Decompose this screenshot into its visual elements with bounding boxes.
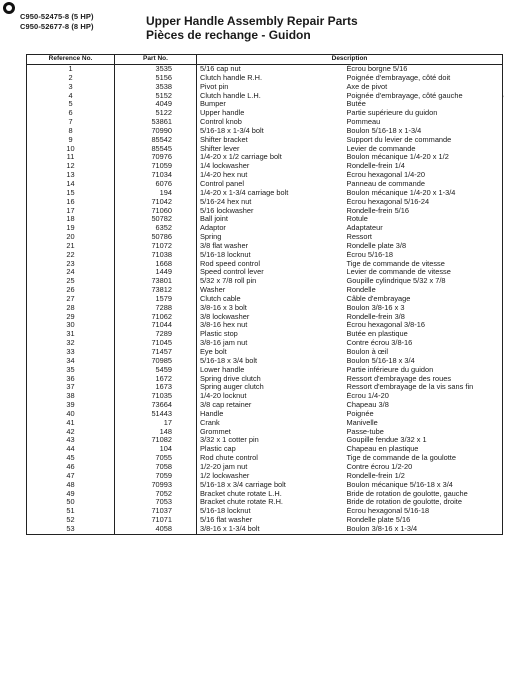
reference-number-cell: 50 — [27, 498, 115, 507]
description-english-cell: 1/4-20 hex nut — [200, 171, 248, 180]
description-english-cell: 3/8-16 hex nut — [200, 321, 248, 330]
part-number-cell: 71062 — [115, 313, 197, 322]
table-row — [27, 339, 503, 348]
description-french-cell: Écrou 5/16-18 — [346, 250, 393, 259]
part-number-cell: 51443 — [115, 410, 197, 419]
description-english-cell: 1/4-20 x 1/2 carriage bolt — [200, 153, 282, 162]
table-header-row — [27, 55, 503, 65]
description-french-cell: Écrou 1/4-20 — [346, 392, 389, 401]
table-row — [27, 507, 503, 516]
reference-number-cell: 42 — [27, 428, 115, 437]
description-french-cell: Boulon mécanique 1/4-20 x 1-3/4 — [346, 188, 456, 197]
title-block — [146, 14, 406, 42]
description-english-cell: 1/4-20 locknut — [200, 392, 247, 401]
description-english-cell: Grommet — [200, 427, 231, 436]
reference-number-cell: 23 — [27, 260, 115, 269]
description-french-cell: Partie supérieure du guidon — [346, 109, 438, 118]
reference-number-cell: 8 — [27, 127, 115, 136]
part-number-cell: 3535 — [115, 65, 197, 74]
description-english-cell: 3/8-16 x 1-3/4 bolt — [200, 524, 260, 533]
table-row — [27, 207, 503, 216]
table-row — [27, 162, 503, 171]
part-number-cell: 71059 — [115, 162, 197, 171]
reference-number-cell: 29 — [27, 313, 115, 322]
table-row — [27, 516, 503, 525]
table-row — [27, 136, 503, 145]
description-french-cell: Poignée d'embrayage, côté gauche — [346, 91, 463, 100]
table-row — [27, 92, 503, 101]
column-header-part-number: Part No. — [115, 55, 197, 65]
part-number-cell: 17 — [115, 419, 197, 428]
description-french-cell: Rondelle-frein 3/8 — [346, 312, 405, 321]
description-french-cell: Écrou hexagonal 3/8-16 — [346, 321, 425, 330]
description-french-cell: Goupille cylindrique 5/32 x 7/8 — [346, 277, 446, 286]
description-english-cell: 5/32 x 7/8 roll pin — [200, 277, 257, 286]
table-row — [27, 392, 503, 401]
table-row — [27, 295, 503, 304]
reference-number-cell: 52 — [27, 516, 115, 525]
part-number-cell: 4049 — [115, 100, 197, 109]
table-row — [27, 118, 503, 127]
description-french-cell: Bride de rotation de goulotte, droite — [346, 498, 462, 507]
reference-number-cell: 19 — [27, 224, 115, 233]
part-number-cell: 7052 — [115, 490, 197, 499]
part-number-cell: 73801 — [115, 277, 197, 286]
description-french-cell: Écrou hexagonal 1/4-20 — [346, 171, 425, 180]
table-row — [27, 189, 503, 198]
table-row — [27, 171, 503, 180]
reference-number-cell: 41 — [27, 419, 115, 428]
description-english-cell: Speed control lever — [200, 268, 264, 277]
model-numbers — [20, 12, 94, 32]
part-number-cell: 4058 — [115, 525, 197, 534]
table-row — [27, 286, 503, 295]
reference-number-cell: 49 — [27, 490, 115, 499]
description-english-cell: 5/16 cap nut — [200, 64, 241, 73]
description-french-cell: Ressort d'embrayage de la vis sans fin — [346, 383, 474, 392]
part-number-cell: 70990 — [115, 127, 197, 136]
table-row — [27, 454, 503, 463]
description-french-cell: Contre écrou 3/8-16 — [346, 339, 413, 348]
description-french-cell: Tige de commande de vitesse — [346, 259, 445, 268]
description-french-cell: Câble d'embrayage — [346, 294, 411, 303]
scan-mark: ‘ — [503, 96, 505, 102]
reference-number-cell: 31 — [27, 330, 115, 339]
table-row — [27, 109, 503, 118]
reference-number-cell: 39 — [27, 401, 115, 410]
reference-number-cell: 18 — [27, 215, 115, 224]
description-french-cell: Adaptateur — [346, 224, 383, 233]
description-english-cell: Adaptor — [200, 224, 226, 233]
part-number-cell: 71045 — [115, 339, 197, 348]
part-number-cell: 7059 — [115, 472, 197, 481]
description-english-cell: 5/16-18 x 1-3/4 bolt — [200, 126, 264, 135]
reference-number-cell: 4 — [27, 92, 115, 101]
description-english-cell: 5/16 flat washer — [200, 516, 253, 525]
reference-number-cell: 25 — [27, 277, 115, 286]
description-english-cell: Bumper — [200, 100, 226, 109]
table-row — [27, 481, 503, 490]
part-number-cell: 3538 — [115, 83, 197, 92]
reference-number-cell: 15 — [27, 189, 115, 198]
part-number-cell: 71038 — [115, 251, 197, 260]
description-english-cell: Eye bolt — [200, 348, 227, 356]
part-number-cell: 85542 — [115, 136, 197, 145]
reference-number-cell: 24 — [27, 268, 115, 277]
reference-number-cell: 26 — [27, 286, 115, 295]
part-number-cell: 194 — [115, 189, 197, 198]
description-english-cell: Clutch handle L.H. — [200, 91, 261, 100]
part-number-cell: 70993 — [115, 481, 197, 490]
reference-number-cell: 38 — [27, 392, 115, 401]
table-row — [27, 198, 503, 207]
reference-number-cell: 1 — [27, 65, 115, 74]
reference-number-cell: 14 — [27, 180, 115, 189]
reference-number-cell: 34 — [27, 357, 115, 366]
table-row — [27, 313, 503, 322]
part-number-cell: 7055 — [115, 454, 197, 463]
description-french-cell: Rondelle-frein 1/2 — [346, 471, 405, 480]
part-number-cell: 7289 — [115, 330, 197, 339]
description-french-cell: Partie inférieure du guidon — [346, 365, 434, 374]
description-english-cell: Bracket chute rotate L.H. — [200, 489, 282, 498]
reference-number-cell: 48 — [27, 481, 115, 490]
part-number-cell: 70976 — [115, 153, 197, 162]
part-number-cell: 73812 — [115, 286, 197, 295]
description-english-cell: 3/8-16 x 3 bolt — [200, 303, 247, 312]
reference-number-cell: 36 — [27, 375, 115, 384]
description-english-cell: 3/32 x 1 cotter pin — [200, 436, 259, 445]
table-row — [27, 74, 503, 83]
description-french-cell: Rotule — [346, 215, 368, 224]
description-french-cell: Poignée — [346, 409, 374, 418]
table-row — [27, 375, 503, 384]
part-number-cell: 71037 — [115, 507, 197, 516]
description-french-cell: Boulon à œil — [346, 348, 388, 356]
page-title: Upper Handle Assembly Repair Parts — [146, 14, 358, 28]
table-row — [27, 83, 503, 92]
description-french-cell: Rondelle-frein 1/4 — [346, 162, 405, 171]
part-number-cell: 50786 — [115, 233, 197, 242]
part-number-cell: 71457 — [115, 348, 197, 357]
reference-number-cell: 45 — [27, 454, 115, 463]
table-row — [27, 330, 503, 339]
table-row — [27, 251, 503, 260]
description-french-cell: Poignée d'embrayage, côté doit — [346, 73, 451, 82]
description-french-cell: Boulon 5/16-18 x 3/4 — [346, 356, 415, 365]
description-english-cell: Handle — [200, 409, 224, 418]
reference-number-cell: 11 — [27, 153, 115, 162]
reference-number-cell: 32 — [27, 339, 115, 348]
reference-number-cell: 2 — [27, 74, 115, 83]
part-number-cell: 1579 — [115, 295, 197, 304]
reference-number-cell: 37 — [27, 383, 115, 392]
description-french-cell: Ressort d'embrayage des roues — [346, 374, 452, 383]
description-english-cell: 5/16-24 hex nut — [200, 197, 252, 206]
part-number-cell: 5122 — [115, 109, 197, 118]
table-row — [27, 215, 503, 224]
model-number-8hp: C950-52677-8 (8 HP) — [20, 22, 94, 31]
part-number-cell: 6352 — [115, 224, 197, 233]
description-french-cell: Boulon 3/8-16 x 3 — [346, 303, 405, 312]
reference-number-cell: 3 — [27, 83, 115, 92]
reference-number-cell: 21 — [27, 242, 115, 251]
description-french-cell: Bride de rotation de goulotte, gauche — [346, 489, 468, 498]
part-number-cell: 6076 — [115, 180, 197, 189]
description-french-cell: Rondelle plate 3/8 — [346, 241, 407, 250]
part-number-cell: 71035 — [115, 392, 197, 401]
part-number-cell: 5152 — [115, 92, 197, 101]
table-row — [27, 383, 503, 392]
part-number-cell: 71060 — [115, 207, 197, 216]
description-english-cell: 1/2-20 jam nut — [200, 462, 248, 471]
description-french-cell: Levier de commande — [346, 144, 416, 153]
part-number-cell: 7053 — [115, 498, 197, 507]
description-english-cell: 1/2 lockwasher — [200, 471, 250, 480]
table-row — [27, 233, 503, 242]
table-row — [27, 180, 503, 189]
reference-number-cell: 43 — [27, 436, 115, 445]
part-number-cell: 5156 — [115, 74, 197, 83]
parts-table — [26, 54, 503, 535]
reference-number-cell: 53 — [27, 525, 115, 534]
reference-number-cell: 27 — [27, 295, 115, 304]
part-number-cell: 71072 — [115, 242, 197, 251]
description-french-cell: Tige de commande de la goulotte — [346, 454, 456, 463]
reference-number-cell: 5 — [27, 100, 115, 109]
description-french-cell: Écrou borgne 5/16 — [346, 64, 408, 73]
description-french-cell: Manivelle — [346, 418, 378, 427]
part-number-cell: 53861 — [115, 118, 197, 127]
reference-number-cell: 13 — [27, 171, 115, 180]
reference-number-cell: 40 — [27, 410, 115, 419]
description-english-cell: 5/16-18 x 3/4 bolt — [200, 356, 258, 365]
table-row — [27, 419, 503, 428]
part-number-cell: 5459 — [115, 366, 197, 375]
description-french-cell: Boulon 5/16-18 x 1-3/4 — [346, 126, 422, 135]
description-english-cell: Control panel — [200, 179, 244, 188]
part-number-cell: 1673 — [115, 383, 197, 392]
description-english-cell: Control knob — [200, 118, 242, 127]
description-french-cell: Écrou hexagonal 5/16-18 — [346, 507, 430, 516]
reference-number-cell: 10 — [27, 145, 115, 154]
binding-hole-icon — [3, 2, 15, 14]
description-french-cell: Butée — [346, 100, 366, 109]
description-english-cell: Lower handle — [200, 365, 245, 374]
part-number-cell: 71044 — [115, 321, 197, 330]
description-english-cell: Bracket chute rotate R.H. — [200, 498, 283, 507]
table-row — [27, 525, 503, 534]
table-row — [27, 127, 503, 136]
description-french-cell: Pommeau — [346, 118, 381, 127]
reference-number-cell: 17 — [27, 207, 115, 216]
description-english-cell: Upper handle — [200, 109, 245, 118]
table-row — [27, 472, 503, 481]
page-subtitle: Pièces de rechange - Guidon — [146, 28, 311, 42]
description-french-cell: Contre écrou 1/2-20 — [346, 462, 413, 471]
table-row — [27, 436, 503, 445]
table-row — [27, 490, 503, 499]
description-french-cell: Rondelle plate 5/16 — [346, 516, 411, 525]
table-row — [27, 463, 503, 472]
reference-number-cell: 46 — [27, 463, 115, 472]
description-english-cell: 3/8 flat washer — [200, 241, 249, 250]
description-french-cell: Levier de commande de vitesse — [346, 268, 451, 277]
description-english-cell: 5/16-18 locknut — [200, 250, 251, 259]
description-french-cell: Boulon 3/8-16 x 1-3/4 — [346, 524, 418, 533]
reference-number-cell: 44 — [27, 445, 115, 454]
part-number-cell: 104 — [115, 445, 197, 454]
part-number-cell: 7058 — [115, 463, 197, 472]
description-french-cell: Écrou hexagonal 5/16-24 — [346, 197, 430, 206]
description-french-cell: Passe-tube — [346, 427, 384, 436]
description-english-cell: 3/8-16 jam nut — [200, 339, 248, 348]
description-french-cell: Rondelle-frein 5/16 — [346, 206, 409, 215]
part-number-cell: 1668 — [115, 260, 197, 269]
table-row — [27, 242, 503, 251]
reference-number-cell: 35 — [27, 366, 115, 375]
description-french-cell: Boulon mécanique 1/4-20 x 1/2 — [346, 153, 449, 162]
description-english-cell: Plastic cap — [200, 445, 236, 454]
table-row — [27, 304, 503, 313]
description-french-cell: Goupille fendue 3/32 x 1 — [346, 436, 427, 445]
description-english-cell: Spring — [200, 233, 222, 242]
description-english-cell: Shifter bracket — [200, 135, 248, 144]
reference-number-cell: 22 — [27, 251, 115, 260]
table-row — [27, 100, 503, 109]
description-english-cell: Plastic stop — [200, 330, 238, 339]
table-row — [27, 445, 503, 454]
reference-number-cell: 9 — [27, 136, 115, 145]
description-english-cell: 3/8 lockwasher — [200, 312, 250, 321]
reference-number-cell: 51 — [27, 507, 115, 516]
reference-number-cell: 12 — [27, 162, 115, 171]
table-row — [27, 268, 503, 277]
part-number-cell: 70985 — [115, 357, 197, 366]
description-english-cell: Shifter lever — [200, 144, 240, 153]
part-number-cell: 1672 — [115, 375, 197, 384]
reference-number-cell: 16 — [27, 198, 115, 207]
description-french-cell: Butée en plastique — [346, 330, 408, 339]
table-row — [27, 260, 503, 269]
reference-number-cell: 30 — [27, 321, 115, 330]
description-french-cell: Panneau de commande — [346, 179, 425, 188]
reference-number-cell: 7 — [27, 118, 115, 127]
part-number-cell: 71082 — [115, 436, 197, 445]
reference-number-cell: 33 — [27, 348, 115, 357]
description-english-cell: 5/16-18 x 3/4 carriage bolt — [200, 480, 286, 489]
table-row — [27, 277, 503, 286]
description-english-cell: Rod chute control — [200, 454, 258, 463]
description-english-cell: Washer — [200, 286, 226, 295]
description-english-cell: Clutch handle R.H. — [200, 73, 263, 82]
part-number-cell: 1449 — [115, 268, 197, 277]
column-header-reference: Reference No. — [27, 55, 115, 65]
description-english-cell: Clutch cable — [200, 294, 241, 303]
description-french-cell: Ressort — [346, 233, 372, 242]
description-french-cell: Rondelle — [346, 286, 376, 295]
description-english-cell: Rod speed control — [200, 259, 260, 268]
description-english-cell: 1/4-20 x 1-3/4 carriage bolt — [200, 188, 289, 197]
table-row — [27, 65, 503, 74]
part-number-cell: 50782 — [115, 215, 197, 224]
model-number-5hp: C950-52475-8 (5 HP) — [20, 12, 94, 21]
part-number-cell: 71034 — [115, 171, 197, 180]
table-row — [27, 410, 503, 419]
description-french-cell: Support du levier de commande — [346, 135, 452, 144]
table-row — [27, 357, 503, 366]
description-french-cell: Chapeau en plastique — [346, 445, 419, 454]
reference-number-cell: 47 — [27, 472, 115, 481]
description-french-cell: Boulon mécanique 5/16-18 x 3/4 — [346, 480, 453, 489]
column-header-description: Description — [197, 55, 503, 65]
part-number-cell: 71042 — [115, 198, 197, 207]
part-number-cell: 7288 — [115, 304, 197, 313]
table-row — [27, 153, 503, 162]
part-number-cell: 73664 — [115, 401, 197, 410]
description-english-cell: Spring drive clutch — [200, 374, 261, 383]
description-english-cell: Spring auger clutch — [200, 383, 264, 392]
table-row — [27, 401, 503, 410]
description-english-cell: 3/8 cap retainer — [200, 401, 252, 410]
table-row — [27, 321, 503, 330]
description-english-cell: Ball joint — [200, 215, 228, 224]
description-english-cell: 5/16-18 locknut — [200, 507, 251, 516]
table-row — [27, 428, 503, 437]
table-row — [27, 224, 503, 233]
table-row — [27, 498, 503, 507]
table-row — [27, 145, 503, 154]
reference-number-cell: 28 — [27, 304, 115, 313]
description-english-cell: Pivot pin — [200, 82, 229, 91]
part-number-cell: 85545 — [115, 145, 197, 154]
table-row — [27, 348, 503, 357]
reference-number-cell: 6 — [27, 109, 115, 118]
description-english-cell: Crank — [200, 418, 220, 427]
description-english-cell: 1/4 lockwasher — [200, 162, 250, 171]
part-number-cell: 148 — [115, 428, 197, 437]
table-row — [27, 366, 503, 375]
description-english-cell: 5/16 lockwasher — [200, 206, 254, 215]
reference-number-cell: 20 — [27, 233, 115, 242]
part-number-cell: 71071 — [115, 516, 197, 525]
description-french-cell: Chapeau 3/8 — [346, 401, 389, 410]
description-french-cell: Axe de pivot — [346, 82, 388, 91]
parts-table-body — [27, 65, 503, 535]
